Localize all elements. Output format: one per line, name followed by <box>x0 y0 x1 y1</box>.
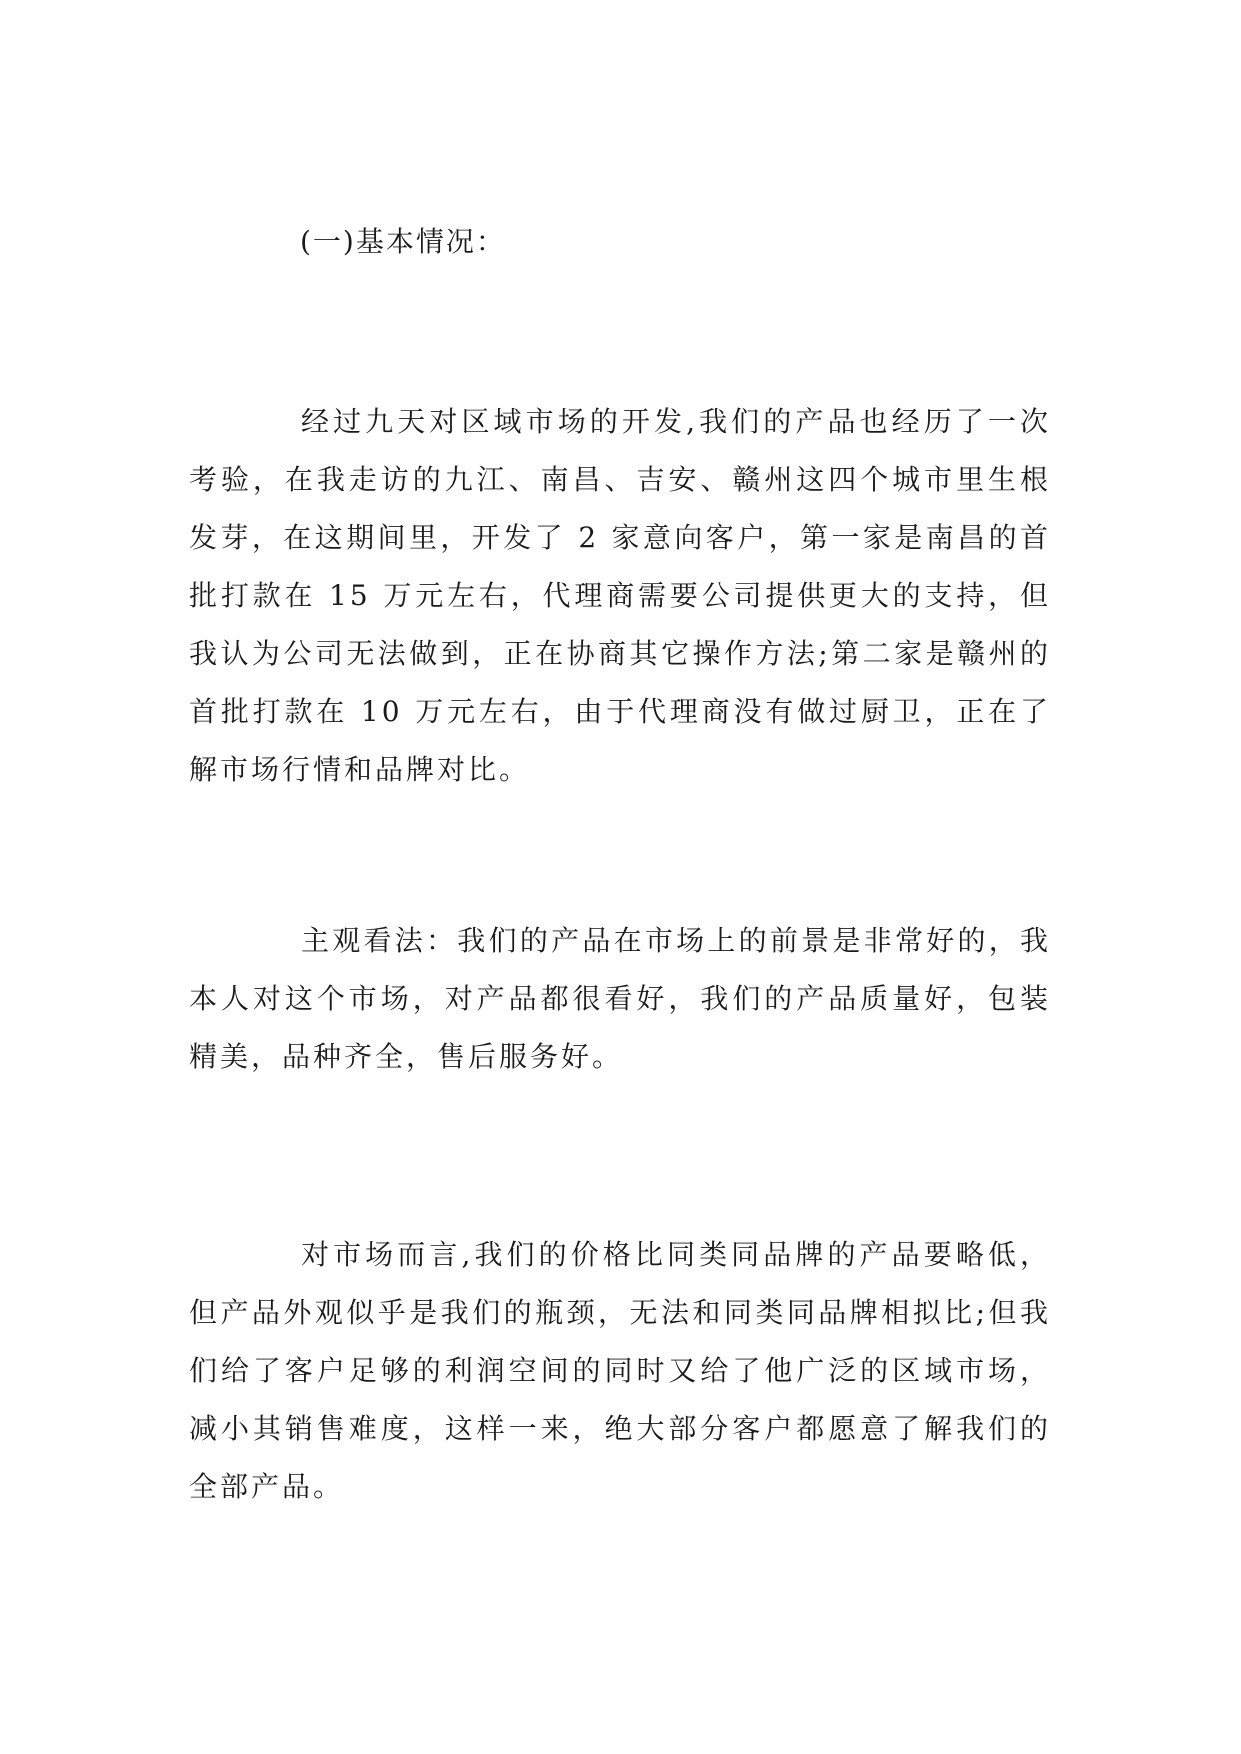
section-heading: (一)基本情况： <box>300 225 506 258</box>
paragraph-market-view: 对市场而言,我们的价格比同类同品牌的产品要略低，但产品外观似乎是我们的瓶颈，无法和同类同品牌相拟比;但我们给了客户足够的利润空间的同时又给了他广泛的区域市场，减小其销售难度，这样一来，绝大部分客户都愿意了解我们的全部产品。 <box>189 1238 1051 1503</box>
paragraph-subjective-view: 主观看法：我们的产品在市场上的前景是非常好的，我本人对这个市场，对产品都很看好，我们的产品质量好，包装精美，品种齐全，售后服务好。 <box>189 924 1051 1073</box>
paragraph-basic-situation: 经过九天对区域市场的开发,我们的产品也经历了一次考验，在我走访的九江、南昌、吉安、赣州这四个城市里生根发芽，在这期间里，开发了 2 家意向客户，第一家是南昌的首批打款在 15 万元左右，代理商需要公司提供更大的支持，但我认为公司无法做到，正在协商其它操作方法;第二家是赣州的首批打款在 10 万元左右，由于代理商没有做过厨卫，正在了解市场行情和品牌对比。 <box>189 405 1051 786</box>
